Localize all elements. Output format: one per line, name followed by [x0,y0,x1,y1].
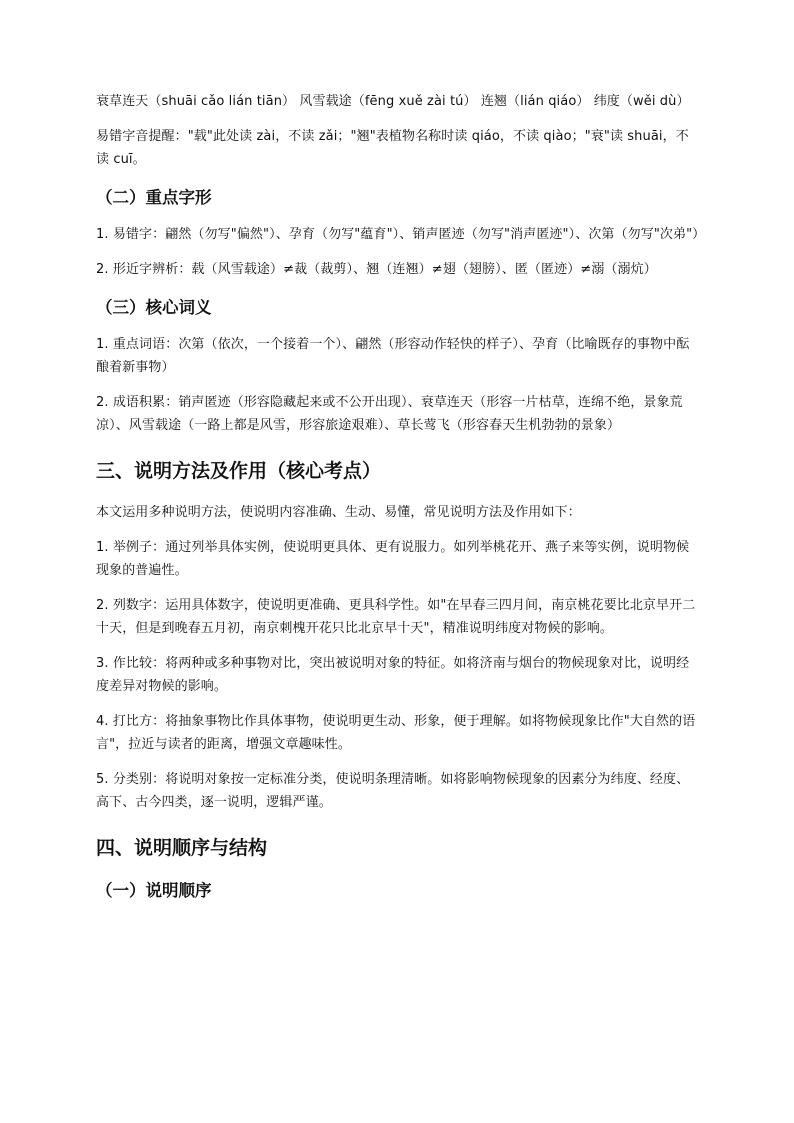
methods-intro: 本文运用多种说明方法，使说明内容准确、生动、易懂，常见说明方法及作用如下： [96,505,581,520]
order-sub-heading: （一）说明顺序 [96,881,212,900]
glyph-section-heading: （二）重点字形 [96,188,212,207]
order-section-heading: 四、说明顺序与结构 [96,837,268,859]
vocab-item-2: 2. 成语积累：销声匿迹（形容隐藏起来或不公开出现）、衰草连天（形容一片枯草，连绵不绝，景象荒凉）、风雪载途（一路上都是风雪，形容旅途艰难）、草长莺飞（形容春天生机勃勃的景象） [96,395,683,433]
method-item-2: 2. 列数字：运用具体数字，使说明更准确、更具科学性。如"在早春三四月间，南京桃花要比北京早开二十天，但是到晚春五月初，南京刺槐开花只比北京早十天"，精准说明纬度对物候的影响。 [96,598,696,636]
glyph-item-2: 2. 形近字辨析：载（风雪载途）≠裁（裁剪）、翘（连翘）≠翅（翅膀）、匿（匿迹）≠溺（溺炕） [96,262,657,277]
document-body [96,90,706,916]
vocab-section-heading: （三）核心词义 [96,298,212,317]
pronunciation-paragraph: 衰草连天（shuāi cǎo lián tiān） 风雪载途（fēng xuě zài tú） 连翘（lián qiáo） 纬度（wěi dù） [96,94,690,109]
methods-section-heading: 三、说明方法及作用（核心考点） [96,460,382,482]
vocab-item-1: 1. 重点词语：次第（依次，一个接着一个）、翩然（形容动作轻快的样子）、孕育（比喻既存的事物中酝酿着新事物） [96,337,690,375]
method-item-3: 3. 作比较：将两种或多种事物对比，突出被说明对象的特征。如将济南与烟台的物候现象对比，说明经度差异对物候的影响。 [96,656,690,694]
pronunciation-tip-paragraph: 易错字音提醒："载"此处读 zài，不读 zǎi；"翘"表植物名称时读 qiáo，不读 qiào；"衰"读 shuāi，不读 cuī。 [96,129,689,167]
method-item-4: 4. 打比方：将抽象事物比作具体事物，使说明更生动、形象，便于理解。如将物候现象比作"大自然的语言"，拉近与读者的距离，增强文章趣味性。 [96,714,696,752]
method-item-5: 5. 分类别：将说明对象按一定标准分类，使说明条理清晰。如将影响物候现象的因素分为纬度、经度、高下、古今四类，逐一说明，逻辑严谨。 [96,772,690,810]
glyph-item-1: 1. 易错字：翩然（勿写"偏然"）、孕育（勿写"蕴育"）、销声匿迹（勿写"消声匿迹"）、次第（勿写"次弟"） [96,227,706,242]
method-item-1: 1. 举例子：通过列举具体实例，使说明更具体、更有说服力。如列举桃花开、燕子来等实例，说明物候现象的普遍性。 [96,540,690,578]
